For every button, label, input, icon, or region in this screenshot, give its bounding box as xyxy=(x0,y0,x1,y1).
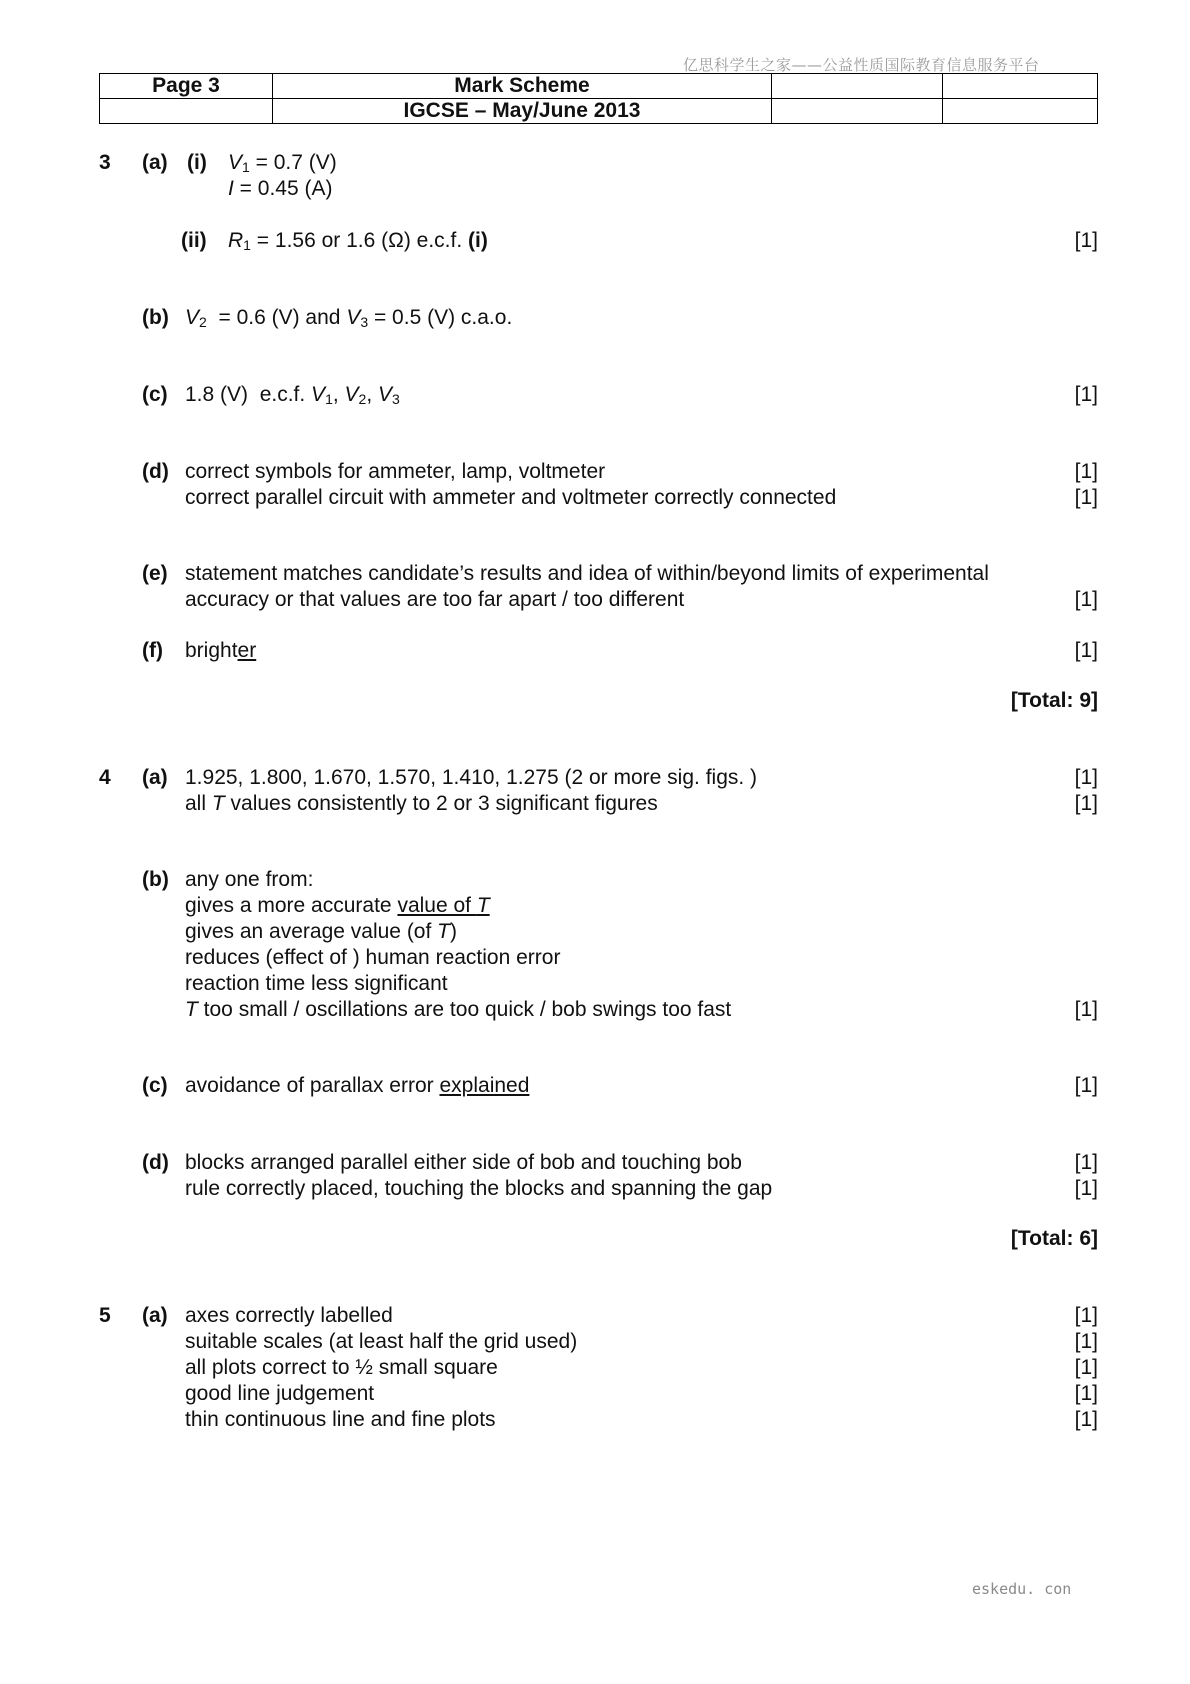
header-blank-3 xyxy=(772,99,943,124)
q5-a-line: all plots correct to ½ small square xyxy=(185,1356,498,1379)
q4-d-mark2: [1] xyxy=(1074,1177,1098,1200)
q5-a-mark: [1] xyxy=(1074,1408,1098,1431)
q4-c-label: (c) xyxy=(142,1074,168,1097)
q3-a-ii-row xyxy=(0,228,1190,254)
q3-a-i-label: (i) xyxy=(187,151,207,174)
q4-b-row3 xyxy=(0,919,1190,945)
q3-a-i-v1: $V_1 = 0.7$ (V) xyxy=(228,151,337,175)
q5-a-mark: [1] xyxy=(1074,1330,1098,1353)
q3-e-label: (e) xyxy=(142,562,168,585)
q5-a-mark: [1] xyxy=(1074,1304,1098,1327)
q3-c-row xyxy=(0,382,1190,408)
q4-b-label: (b) xyxy=(142,868,169,891)
q4-d-mark1: [1] xyxy=(1074,1151,1098,1174)
q3-d-mark1: [1] xyxy=(1074,460,1098,483)
header-table xyxy=(99,73,1098,124)
q3-a-ii-label: (ii) xyxy=(181,229,207,252)
q5-a-line: thin continuous line and fine plots xyxy=(185,1408,496,1431)
q3-e-row1 xyxy=(0,561,1190,587)
q4-b-row2 xyxy=(0,893,1190,919)
q3-total-row xyxy=(0,688,1190,714)
q4-total-row xyxy=(0,1226,1190,1252)
q3-d-row2 xyxy=(0,485,1190,511)
header-blank-2 xyxy=(943,74,1098,99)
q4-b-line1: any one from: xyxy=(185,868,314,891)
q4-a-mark1: [1] xyxy=(1074,766,1098,789)
q3-a-i-row2 xyxy=(0,176,1190,202)
q4-d-label: (d) xyxy=(142,1151,169,1174)
q3-c-mark: [1] xyxy=(1074,383,1098,406)
q3-a-label: (a) xyxy=(142,151,168,174)
header-title: Mark Scheme xyxy=(273,74,772,99)
q5-a-line: good line judgement xyxy=(185,1382,375,1405)
q3-total: [Total: 9] xyxy=(1010,689,1098,712)
q3-number: 3 xyxy=(99,151,111,174)
q4-a-row2 xyxy=(0,791,1190,817)
q4-b-row5 xyxy=(0,971,1190,997)
q4-d-line1: blocks arranged parallel either side of bob and touching bob xyxy=(185,1151,742,1174)
q4-d-row2 xyxy=(0,1176,1190,1202)
watermark-text: 亿思科学生之家——公益性质国际教育信息服务平台 xyxy=(683,56,1040,74)
q3-a-ii-mark: [1] xyxy=(1074,229,1098,252)
q3-d-mark2: [1] xyxy=(1074,486,1098,509)
q5-a-mark: [1] xyxy=(1074,1382,1098,1405)
q3-f-row xyxy=(0,638,1190,664)
header-blank-4 xyxy=(943,99,1098,124)
q5-number: 5 xyxy=(99,1304,111,1327)
q4-b-row1 xyxy=(0,867,1190,893)
q3-d-line1: correct symbols for ammeter, lamp, voltmeter xyxy=(185,460,606,483)
q3-d-row1 xyxy=(0,459,1190,485)
q4-b-line4: reduces (effect of ) human reaction error xyxy=(185,946,561,969)
q3-d-label: (d) xyxy=(142,460,169,483)
q4-b-row6 xyxy=(0,997,1190,1023)
q4-a-row1 xyxy=(0,765,1190,791)
q5-a-row4 xyxy=(0,1381,1190,1407)
q4-b-line2: gives a more accurate value of T xyxy=(185,894,490,917)
q4-a-mark2: [1] xyxy=(1074,792,1098,815)
q4-total: [Total: 6] xyxy=(1010,1227,1098,1250)
q4-c-mark: [1] xyxy=(1074,1074,1098,1097)
q4-b-row4 xyxy=(0,945,1190,971)
header-empty-cell xyxy=(100,99,273,124)
q3-b-label: (b) xyxy=(142,306,169,329)
q4-a-line2: all T values consistently to 2 or 3 significant figures xyxy=(185,792,658,815)
q5-a-line: suitable scales (at least half the grid used) xyxy=(185,1330,578,1353)
q3-e-line1: statement matches candidate’s results and idea of within/beyond limits of experimental xyxy=(185,562,989,585)
q3-a-ii-text: $R_1 = 1.56$ or 1.6 (Ω) e.c.f. (i) xyxy=(228,229,488,253)
q3-e-mark: [1] xyxy=(1074,588,1098,611)
q3-e-line2: accuracy or that values are too far apart / too different xyxy=(185,588,685,611)
q3-b-row xyxy=(0,305,1190,331)
q3-e-row2 xyxy=(0,587,1190,613)
q5-a-row5 xyxy=(0,1407,1190,1433)
header-page: Page 3 xyxy=(100,74,273,99)
q3-f-mark: [1] xyxy=(1074,639,1098,662)
q3-b-text: $V_2 = 0.6$ (V) and $V_3 = 0.5$ (V) c.a.o. xyxy=(185,306,513,330)
q3-a-i-current: I = 0.45 (A) xyxy=(228,177,333,200)
q3-d-line2: correct parallel circuit with ammeter and voltmeter correctly connected xyxy=(185,486,837,509)
q4-c-text: avoidance of parallax error explained xyxy=(185,1074,530,1097)
q4-b-line5: reaction time less significant xyxy=(185,972,448,995)
q5-a-row3 xyxy=(0,1355,1190,1381)
q3-f-text: brighter xyxy=(185,639,257,662)
header-blank-1 xyxy=(772,74,943,99)
q5-a-label: (a) xyxy=(142,1304,168,1327)
q4-a-line1: 1.925, 1.800, 1.670, 1.570, 1.410, 1.275 (2 or more sig. figs. ) xyxy=(185,766,758,789)
q3-c-text: 1.8 (V) e.c.f. $V_1$, $V_2$, $V_3$ xyxy=(185,383,400,407)
q4-c-row xyxy=(0,1073,1190,1099)
q5-a-mark: [1] xyxy=(1074,1356,1098,1379)
header-exam: IGCSE – May/June 2013 xyxy=(273,99,772,124)
q3-a-i-row1 xyxy=(0,150,1190,176)
q4-b-line3: gives an average value (of T) xyxy=(185,920,457,943)
q3-f-label: (f) xyxy=(142,639,163,662)
footer-text: eskedu. con xyxy=(972,1580,1072,1598)
q4-b-mark: [1] xyxy=(1074,998,1098,1021)
q4-number: 4 xyxy=(99,766,111,789)
q5-a-row2 xyxy=(0,1329,1190,1355)
q4-d-row1 xyxy=(0,1150,1190,1176)
q5-a-row1 xyxy=(0,1303,1190,1329)
q3-c-label: (c) xyxy=(142,383,168,406)
q4-b-line6: T too small / oscillations are too quick / bob swings too fast xyxy=(185,998,732,1021)
q4-d-line2: rule correctly placed, touching the blocks and spanning the gap xyxy=(185,1177,773,1200)
q4-a-label: (a) xyxy=(142,766,168,789)
q5-a-line: axes correctly labelled xyxy=(185,1304,393,1327)
